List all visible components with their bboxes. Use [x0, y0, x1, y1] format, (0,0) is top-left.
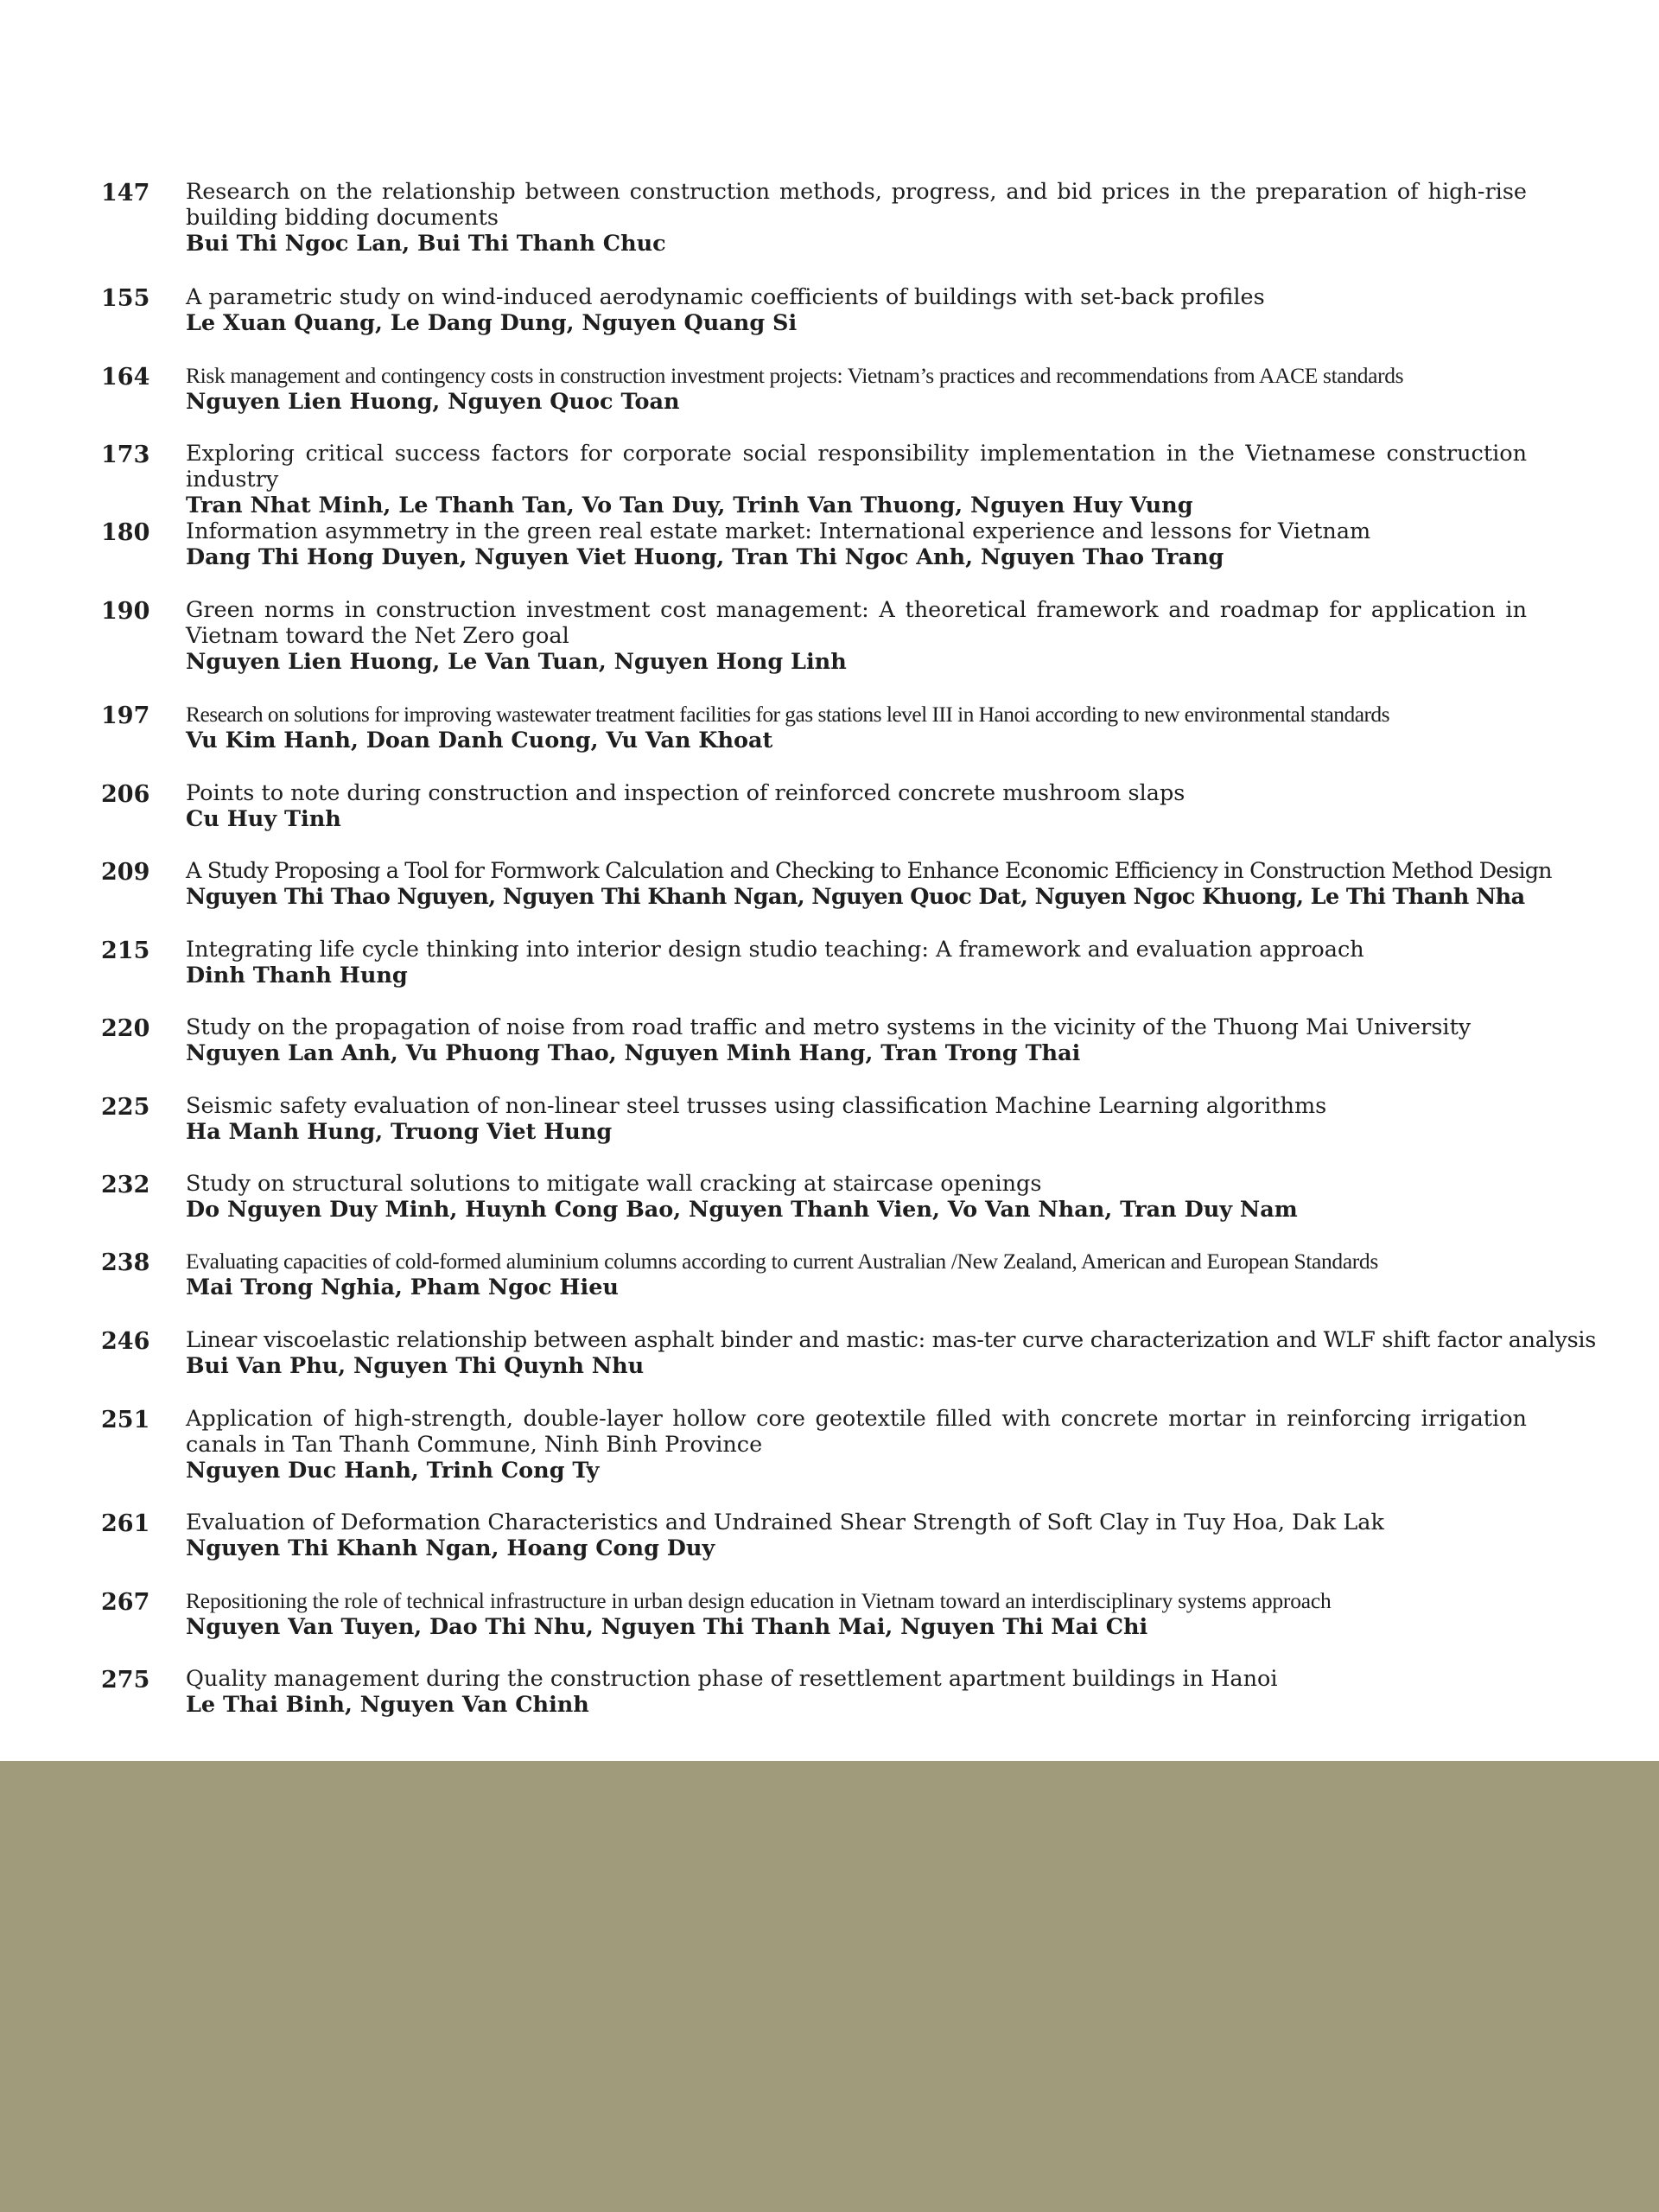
page-number: 267 [101, 1589, 150, 1616]
article-title[interactable]: A parametric study on wind-induced aerodynamic coefficients of buildings with set-back profiles [186, 284, 1265, 310]
article-title[interactable]: Linear viscoelastic relationship between asphalt binder and mastic: mas-ter curve characterization and WLF shift factor analysis [186, 1327, 1597, 1353]
article-authors: Mai Trong Nghia, Pham Ngoc Hieu [186, 1274, 619, 1300]
article-title[interactable]: Information asymmetry in the green real estate market: International experience and lessons for Vietnam [186, 518, 1371, 544]
article-title[interactable]: Research on the relationship between construction methods, progress, and bid prices in the preparation of high-rise building bidding documents [186, 179, 1527, 231]
article-title[interactable]: Evaluation of Deformation Characteristics and Undrained Shear Strength of Soft Clay in Tuy Hoa, Dak Lak [186, 1510, 1384, 1535]
article-authors: Cu Huy Tinh [186, 806, 341, 832]
page-number: 197 [101, 702, 150, 729]
article-authors: Le Xuan Quang, Le Dang Dung, Nguyen Quang Si [186, 310, 798, 336]
article-authors: Dang Thi Hong Duyen, Nguyen Viet Huong, Tran Thi Ngoc Anh, Nguyen Thao Trang [186, 544, 1224, 570]
article-title[interactable]: Risk management and contingency costs in construction investment projects: Vietnam’s practices and recommendations from AACE standards [186, 363, 1404, 388]
article-authors: Nguyen Duc Hanh, Trinh Cong Ty [186, 1458, 600, 1484]
article-authors: Nguyen Thi Khanh Ngan, Hoang Cong Duy [186, 1535, 715, 1561]
article-authors: Vu Kim Hanh, Doan Danh Cuong, Vu Van Khoat [186, 728, 773, 753]
article-title[interactable]: Seismic safety evaluation of non-linear steel trusses using classification Machine Learning algorithms [186, 1093, 1327, 1119]
article-authors: Nguyen Lien Huong, Nguyen Quoc Toan [186, 389, 680, 415]
article-title[interactable]: Evaluating capacities of cold-formed aluminium columns according to current Australian /New Zealand, American and European Standards [186, 1249, 1378, 1274]
article-title[interactable]: Green norms in construction investment cost management: A theoretical framework and roadmap for application in Vietnam toward the Net Zero goal [186, 597, 1527, 649]
page-number: 220 [101, 1015, 150, 1042]
article-title[interactable]: Study on the propagation of noise from road traffic and metro systems in the vicinity of the Thuong Mai University [186, 1014, 1471, 1040]
article-authors: Nguyen Lan Anh, Vu Phuong Thao, Nguyen Minh Hang, Tran Trong Thai [186, 1040, 1081, 1066]
article-title[interactable]: Repositioning the role of technical infrastructure in urban design education in Vietnam toward an interdisciplinary systems approach [186, 1588, 1332, 1613]
article-authors: Bui Van Phu, Nguyen Thi Quynh Nhu [186, 1353, 645, 1379]
page-number: 215 [101, 938, 150, 964]
article-authors: Do Nguyen Duy Minh, Huynh Cong Bao, Nguyen Thanh Vien, Vo Van Nhan, Tran Duy Nam [186, 1197, 1298, 1223]
page-number: 209 [101, 859, 150, 886]
page-number: 251 [101, 1407, 150, 1433]
article-authors: Nguyen Thi Thao Nguyen, Nguyen Thi Khanh Ngan, Nguyen Quoc Dat, Nguyen Ngoc Khuong, Le Thi Thanh Nha [186, 884, 1525, 910]
page-number: 225 [101, 1094, 150, 1121]
page-number: 206 [101, 781, 150, 808]
article-title[interactable]: Application of high-strength, double-layer hollow core geotextile filled with concrete mortar in reinforcing irrigation canals in Tan Thanh Commune, Ninh Binh Province [186, 1406, 1527, 1458]
article-title[interactable]: Points to note during construction and inspection of reinforced concrete mushroom slaps [186, 780, 1185, 806]
page-number: 180 [101, 519, 150, 546]
page-number: 147 [101, 180, 150, 207]
article-title[interactable]: Research on solutions for improving wastewater treatment facilities for gas stations level III in Hanoi according to new environmental standards [186, 702, 1389, 727]
article-authors: Tran Nhat Minh, Le Thanh Tan, Vo Tan Duy, Trinh Van Thuong, Nguyen Huy Vung [186, 493, 1193, 518]
article-title[interactable]: Quality management during the construction phase of resettlement apartment buildings in Hanoi [186, 1666, 1278, 1692]
page-number: 261 [101, 1510, 150, 1537]
article-title[interactable]: A Study Proposing a Tool for Formwork Calculation and Checking to Enhance Economic Efficiency in Construction Method Design [186, 858, 1552, 884]
page-number: 190 [101, 598, 150, 625]
page-number: 246 [101, 1328, 150, 1355]
article-authors: Bui Thi Ngoc Lan, Bui Thi Thanh Chuc [186, 231, 666, 257]
page-number: 164 [101, 364, 150, 391]
footer-color-band [0, 1761, 1659, 2212]
article-authors: Dinh Thanh Hung [186, 963, 408, 988]
article-authors: Le Thai Binh, Nguyen Van Chinh [186, 1692, 589, 1718]
page-number: 238 [101, 1249, 150, 1276]
article-title[interactable]: Exploring critical success factors for corporate social responsibility implementation in the Vietnamese construction industry [186, 441, 1527, 493]
article-authors: Ha Manh Hung, Truong Viet Hung [186, 1119, 613, 1145]
page-number: 173 [101, 442, 150, 468]
article-title[interactable]: Study on structural solutions to mitigate wall cracking at staircase openings [186, 1171, 1042, 1197]
article-title[interactable]: Integrating life cycle thinking into interior design studio teaching: A framework and evaluation approach [186, 937, 1364, 963]
page-number: 275 [101, 1667, 150, 1694]
article-authors: Nguyen Lien Huong, Le Van Tuan, Nguyen Hong Linh [186, 649, 847, 675]
article-authors: Nguyen Van Tuyen, Dao Thi Nhu, Nguyen Thi Thanh Mai, Nguyen Thi Mai Chi [186, 1614, 1148, 1640]
page-number: 232 [101, 1172, 150, 1198]
page-number: 155 [101, 285, 150, 312]
